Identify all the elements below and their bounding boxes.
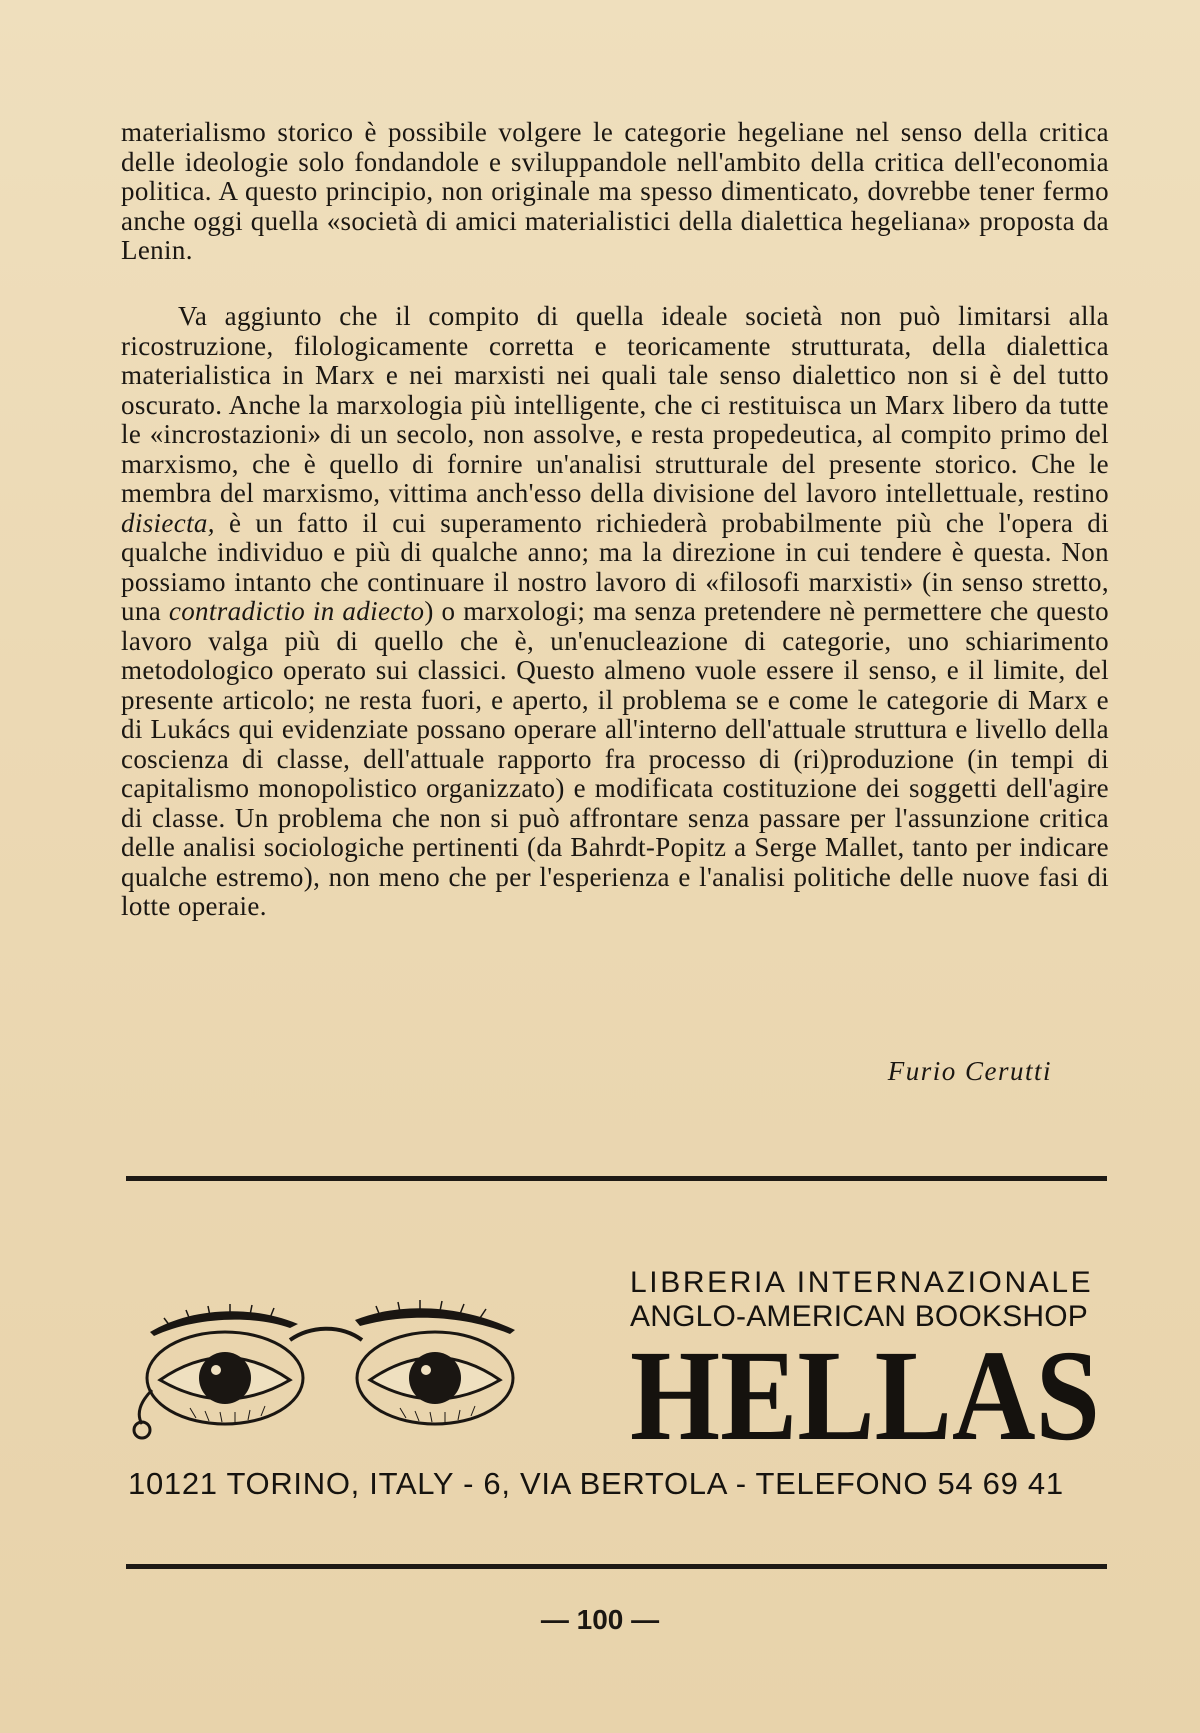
article-paragraph-2 (121, 302, 1109, 922)
divider-bottom (126, 1564, 1107, 1569)
page-number: — 100 — (540, 1604, 660, 1635)
eyeglasses-eyes-icon (130, 1290, 540, 1440)
paragraph-1-text: materialismo storico è possibile volgere le categorie hegeliane nel senso della critica delle ideologie solo fondandole e sviluppandole nell'ambito della critica dell'economia politica. A questo principio, non originale ma spesso dimenticato, dovrebbe tener fermo anche oggi quella «società di amici materialistici della dialettica hegeliana» proposta da Lenin. (121, 117, 1109, 265)
hellas-brand-text: HELLAS (630, 1324, 1100, 1468)
author-signature: Furio Cerutti (887, 1056, 1052, 1086)
paragraph-2-part-3: ) o marxologi; ma senza pretendere nè permettere che questo lavoro valga più di quello che è, un'enucleazione di categorie, uno schiarimento metodologico operato sui classici. Questo almeno vuole essere il senso, e il limite, del presente articolo; ne resta fuori, e aperto, il problema se e come le categorie di Marx e di Lukács qui evidenziate possano operare all'interno dell'attuale struttura e livello della coscienza di classe, dell'attuale rapporto fra processo di (ri)produzione (in tempi di capitalismo monopolistico organizzato) e modificata costituzione dei soggetti dell'agire di classe. Un problema che non si può affrontare senza passare per l'assunzione critica delle analisi sociologiche pertinenti (da Bahrdt-Popitz a Serge Mallet, tanto per indicare qualche estremo), non meno che per l'esperienza e l'analisi politiche delle nuove fasi di lotte operaie. (121, 596, 1109, 921)
paragraph-2-text (121, 302, 1109, 922)
article-paragraph-1 (121, 118, 1109, 266)
bookshop-name-line-1: LIBRERIA INTERNAZIONALE (630, 1266, 1094, 1299)
bookshop-name-line-2: ANGLO-AMERICAN BOOKSHOP (630, 1300, 1089, 1333)
paragraph-2-part-1: Va aggiunto che il compito di quella ideale società non può limitarsi alla ricostruzione, filologicamente corretta e teoricamente strutturata, della dialettica materialistica in Marx e nei marxisti nei quali tale senso dialettico non si è del tutto oscurato. Anche la marxologia più intelligente, che ci restituisca un Marx libero da tutte le «incrostazioni» di un secolo, non assolve, e resta propedeutica, al compito primo del marxismo, che è quello di fornire un'analisi strutturale del presente storico. Che le membra del marxismo, vittima anch'esso della divisione del lavoro intellettuale, restino (121, 301, 1109, 508)
hellas-brand-logo (628, 1324, 1103, 1468)
bookshop-address: 10121 TORINO, ITALY - 6, VIA BERTOLA - TELEFONO 54 69 41 (128, 1466, 1064, 1501)
paragraph-2-part-2: è un fatto il cui superamento richiederà probabilmente più che l'opera di qualche individuo e più di qualche anno; ma la direzione in cui tendere è questa. Non possiamo intanto che continuare il nostro lavoro di «filosofi marxisti» (in senso stretto, una (121, 507, 1109, 626)
italic-term-disiecta: disiecta, (121, 507, 215, 538)
italic-term-contradictio: contradictio in adiecto (168, 596, 425, 626)
divider-top (126, 1176, 1107, 1181)
